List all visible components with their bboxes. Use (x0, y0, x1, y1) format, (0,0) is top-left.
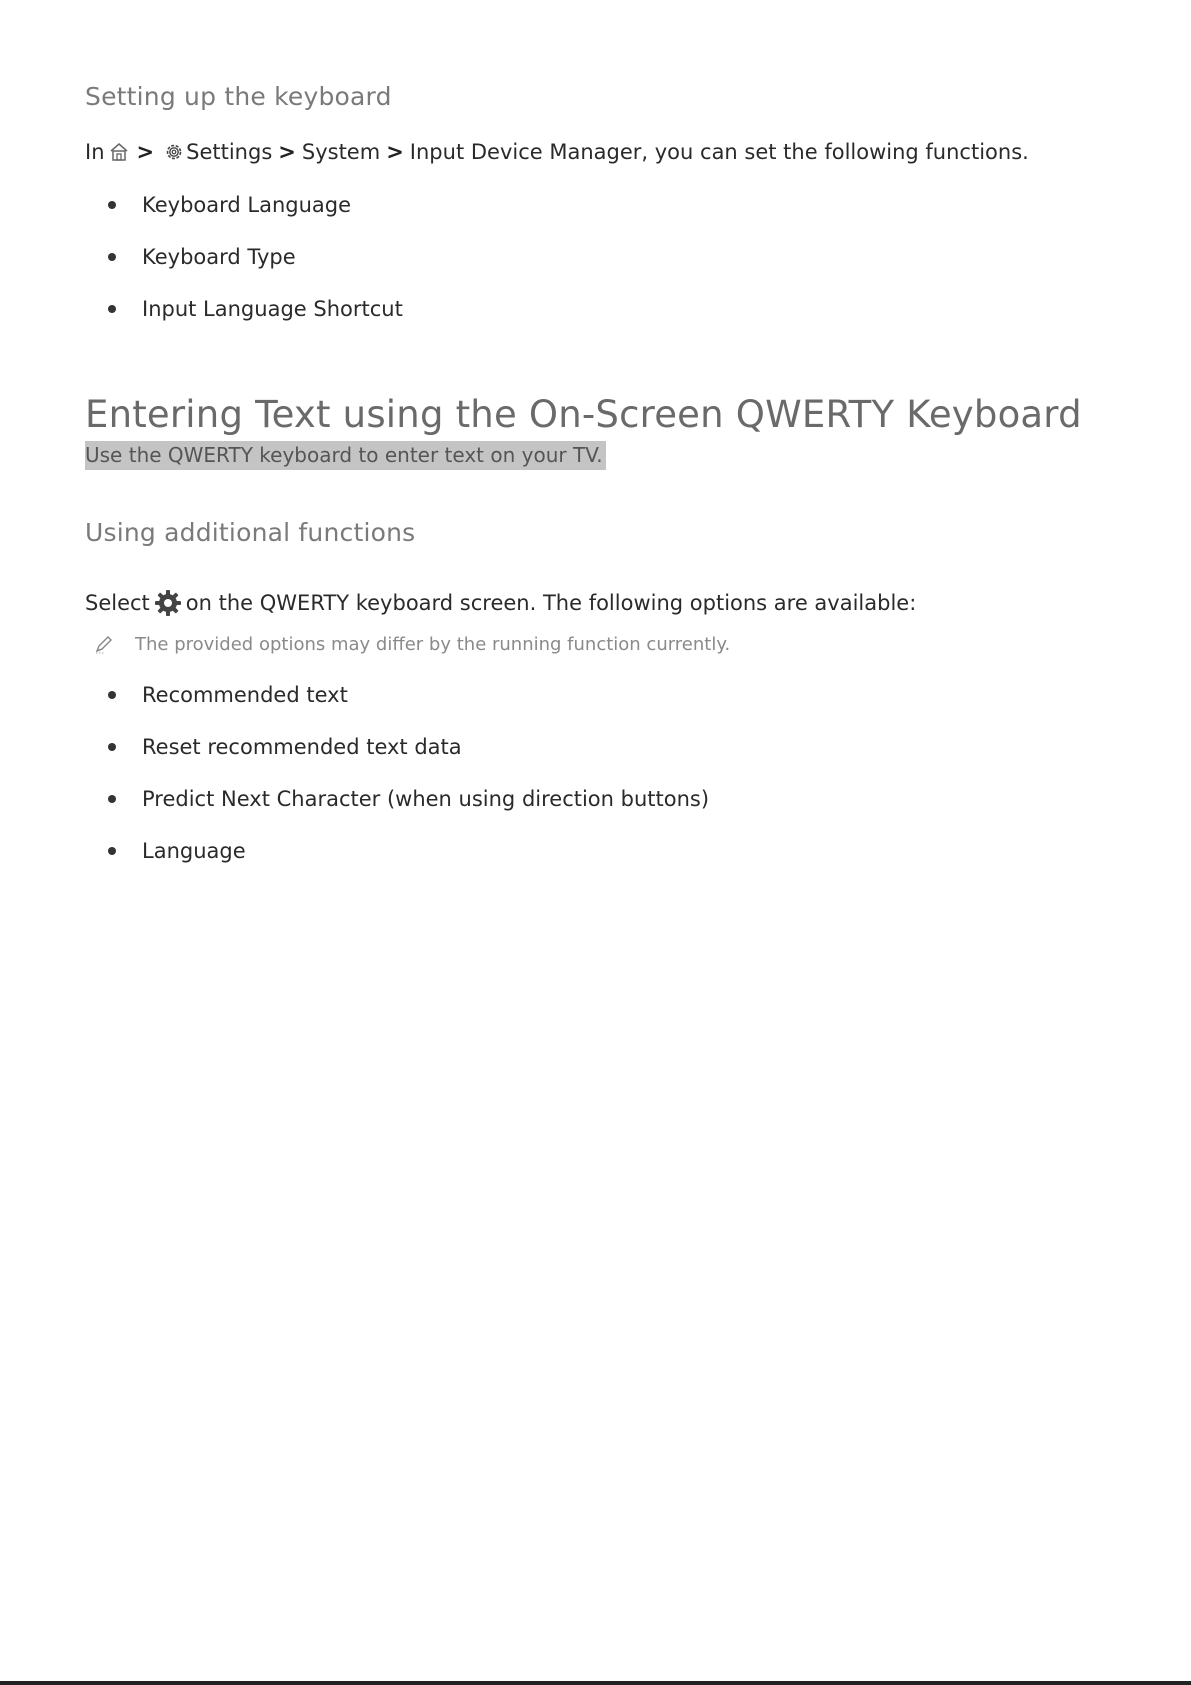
gear-icon (153, 588, 183, 618)
note (93, 633, 730, 655)
path-system: System (301, 140, 381, 164)
select-instruction (85, 588, 916, 618)
section-heading-additional-functions: Using additional functions (85, 518, 416, 547)
section-heading-setting-up-keyboard: Setting up the keyboard (85, 82, 392, 111)
page-title: Entering Text using the On-Screen QWERTY Keyboard (85, 393, 1082, 436)
path-prefix: In (85, 140, 105, 164)
path-separator: > (278, 140, 296, 164)
path-input-device-manager: Input Device Manager (409, 140, 642, 164)
list-item: Keyboard Language (85, 191, 403, 243)
home-icon (109, 142, 129, 162)
page-bottom-rule (0, 1681, 1191, 1685)
keyboard-functions-list (85, 191, 403, 347)
bullet-icon (108, 795, 116, 803)
pencil-note-icon (93, 633, 115, 655)
path-separator: > (136, 140, 155, 164)
bullet-icon (108, 305, 116, 313)
note-text: The provided options may differ by the running function currently. (135, 633, 731, 655)
list-item: Language (85, 837, 709, 889)
list-item: Reset recommended text data (85, 733, 709, 785)
section-summary: Use the QWERTY keyboard to enter text on your TV. (85, 441, 606, 470)
settings-path (85, 140, 1029, 164)
list-item: Input Language Shortcut (85, 295, 403, 347)
list-item: Keyboard Type (85, 243, 403, 295)
bullet-icon (108, 201, 116, 209)
select-suffix: on the QWERTY keyboard screen. The following options are available: (185, 591, 917, 615)
list-item: Recommended text (85, 681, 709, 733)
list-item: Predict Next Character (when using direction buttons) (85, 785, 709, 837)
settings-gear-icon (164, 142, 184, 162)
bullet-icon (108, 691, 116, 699)
bullet-icon (108, 743, 116, 751)
path-separator: > (386, 140, 404, 164)
select-prefix: Select (85, 591, 150, 615)
path-settings: Settings (186, 140, 273, 164)
path-suffix: , you can set the following functions. (641, 140, 1029, 164)
bullet-icon (108, 847, 116, 855)
keyboard-options-list (85, 681, 709, 889)
bullet-icon (108, 253, 116, 261)
